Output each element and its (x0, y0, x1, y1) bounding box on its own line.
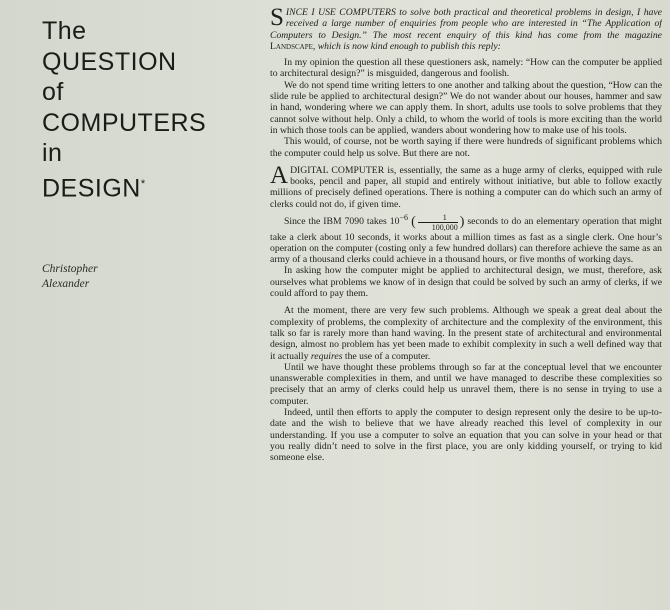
body-paragraph: In asking how the computer might be applied to architectural design, we must, therefore, ask ourselves what problems we know of in design that could be solved by such an army of clerks, if we could afford to pay them. (270, 265, 662, 300)
body-paragraph: This would, of course, not be worth saying if there were hundreds of significant problems which the computer could help us solve. But there are not. (270, 136, 662, 159)
section-paragraph (270, 161, 662, 210)
title-line: in (42, 139, 63, 167)
body-paragraph (270, 305, 662, 361)
exponent: −6 (399, 213, 409, 223)
fraction-numerator: 1 (442, 212, 447, 222)
drop-cap: S (270, 7, 284, 31)
body-paragraph: Since the IBM 7090 takes $10^{-6}$ ( $\frac{1}{100,000}$ ) seconds to do an elementary operation that might take a clerk about 10 seconds, it works about a million times as fast as a single clerk. One hour’s operation on the computer (costing only a few hundred dollars) can therefore achieve the same as an army of a thousand clerks could achieve in a thousand hours, or five months of working days. (270, 212, 662, 266)
title-word: DESIGN (42, 173, 141, 202)
math-text: Since the IBM 7090 takes 10 (284, 216, 400, 228)
author-first-name: Christopher (42, 263, 98, 275)
intro-lead: INCE I USE COMPUTERS (285, 7, 396, 18)
author-last-name: Alexander (42, 277, 90, 290)
body-paragraph: In my opinion the question all these questioners ask, namely: “How can the computer be applied to architectural design?” is misguided, dangerous and foolish. (270, 57, 662, 80)
footnote-mark: * (140, 177, 146, 190)
body-paragraph: Indeed, until then efforts to apply the computer to design represent only the desire to be up-to-date and the wish to believe that we have already reached this level of complexity in our understanding. If you use a computer to solve an equation that you can solve in your head or that you really didn’t need to solve in the first place, you are only kidding yourself, or trying to kid someone else. (270, 407, 662, 464)
fraction-denominator: 100,000 (418, 222, 458, 232)
fraction (418, 213, 458, 232)
body-paragraph: Until we have thought these problems through so far at the conceptual level that we encounter unanswerable complexities in them, and until we have managed to describe these complexities so precisely that an army of clerks could help us unravel them, there is no sense in trying to use a computer. (270, 361, 662, 407)
title-line-last (42, 169, 252, 204)
intro-text: to solve both practical and theoretical problems in design, I have received a large number of enquiries from people who are interested in “The Application of Computers to Design.” The most recent enquiry of this kind has come from the magazine (270, 7, 662, 41)
left-column (0, 0, 262, 610)
para-text-end: the use of a computer. (342, 350, 431, 362)
author-byline (42, 262, 98, 291)
intro-paragraph (270, 7, 662, 52)
emphasis: requires (310, 350, 343, 362)
magazine-name: Landscape (270, 40, 313, 52)
title-line: of (42, 78, 64, 106)
section-text: is, essentially, the same as a huge army of clerks, equipped with rule books, pencil and paper, all stupid and entirely without initiative, but able to follow exactly millions of precisely defined operations. There is nothing a computer can do which such an army of clerks could not do, if given time. (270, 164, 662, 210)
title-line: COMPUTERS (42, 108, 207, 137)
intro-end: , which is now kind enough to publish this reply: (312, 40, 501, 52)
title-line: The (42, 17, 87, 45)
drop-cap: A (270, 161, 289, 189)
article-title (42, 16, 252, 203)
math-text-cont: seconds to do an elementary operation that might take a clerk about 10 seconds, it works about a million times as fast as a single clerk. One hour’s operation on the computer (costing only a few hundred dollars) can therefore achieve the same as an army of a thousand clerks could achieve in a thousand hours, or five months of working days. (270, 216, 662, 266)
section-lead: DIGITAL COMPUTER (290, 164, 385, 176)
para-text: At the moment, there are very few such problems. Although we speak a great deal about the complexity of problems, the complexity of architecture and the complexity of the environment, this talk so far is rarely more than hand waving. In the present state of architectural and environmental design, almost no problem has yet been made to exhibit complexity in such a well defined way that it actually (270, 305, 662, 362)
title-line: QUESTION (42, 47, 177, 76)
article-body (270, 7, 662, 607)
body-paragraph: We do not spend time writing letters to one another and talking about the question, “How can the slide rule be applied to architectural design?” We do not wander about our houses, hammer and saw in hand, wondering where we can apply them. In short, adults use tools to solve problems that they cannot solve without help. Only a child, to whom the world of tools is more exciting than the world in which those tools can be applied, wanders about wondering how to make use of his tools. (270, 79, 662, 136)
